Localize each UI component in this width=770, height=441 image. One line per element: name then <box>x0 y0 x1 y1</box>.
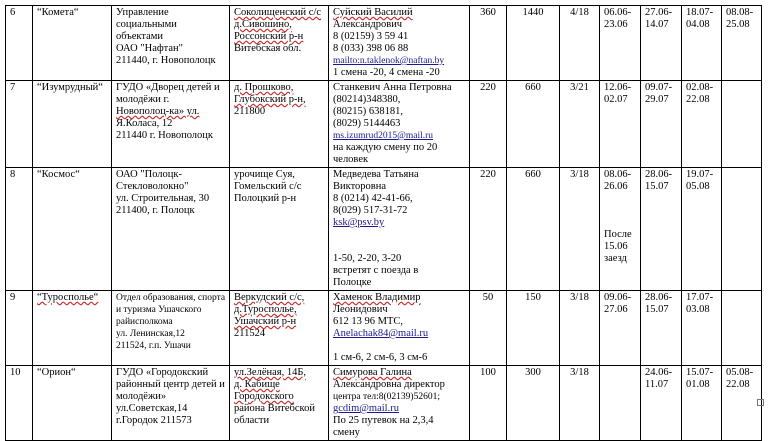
shift-1-cell: 09.06-27.06 <box>600 291 641 366</box>
location-line: Гомельский с/с <box>234 181 302 192</box>
location-line: 211800 <box>234 106 266 117</box>
location-line: 211524 <box>234 328 266 339</box>
org-line: 211440, г. Новополоцк <box>116 55 216 66</box>
organization-cell <box>112 291 230 366</box>
shift-note: заезд <box>604 253 627 264</box>
contact-line: встретят с поезда в <box>333 265 419 276</box>
row-number: 8 <box>6 168 33 291</box>
location-cell <box>230 81 329 168</box>
shift-1-cell: 06.06-23.06 <box>600 6 641 81</box>
capacity-cell: 50 <box>470 291 507 366</box>
total-cell: 660 <box>507 81 560 168</box>
camps-table <box>5 5 762 441</box>
contact-line: (8029) 5144463 <box>333 118 401 129</box>
contact-line: По 25 путевок на 2,3,4 <box>333 415 434 426</box>
shift-4-cell <box>722 168 762 291</box>
org-line: 211400, г. Полоцк <box>116 205 195 216</box>
table-row <box>6 291 762 366</box>
contact-line: Симурова Галина <box>333 367 412 378</box>
org-line: ОАО "Нафтан" <box>116 43 183 54</box>
camp-name: “Орион“ <box>33 366 112 441</box>
shift-2-cell: 09.07-29.07 <box>641 81 682 168</box>
org-line: ул. Ленинская,12 <box>116 329 185 339</box>
table-row <box>6 6 762 81</box>
total-cell: 660 <box>507 168 560 291</box>
contact-line: Суйский Василий <box>333 7 413 18</box>
org-line: 211524, г.п. Ушачи <box>116 341 191 351</box>
camp-name: “Изумрудный“ <box>33 81 112 168</box>
contact-line: 612 13 96 МТС, <box>333 316 404 327</box>
location-line: д.Туросполье, <box>234 304 297 315</box>
table-resize-handle[interactable] <box>757 399 764 406</box>
shift-1-cell: 12.06-02.07 <box>600 81 641 168</box>
row-number: 7 <box>6 81 33 168</box>
contact-line: (80215) 638181, <box>333 106 403 117</box>
location-cell <box>230 6 329 81</box>
contact-line: Александрович <box>333 19 403 30</box>
organization-cell <box>112 168 230 291</box>
contact-cell <box>329 81 470 168</box>
location-line: Витебская обл. <box>234 43 302 54</box>
contact-cell <box>329 168 470 291</box>
location-line: урочище Суя, <box>234 169 295 180</box>
camp-name: “Космос“ <box>33 168 112 291</box>
location-line: Веркудский с/с, <box>234 292 305 303</box>
org-line: социальными <box>116 19 177 30</box>
contact-line: Леонидович <box>333 304 388 315</box>
org-line: молодёжи» <box>116 391 167 402</box>
shift-4-cell <box>722 291 762 366</box>
shift-3-cell: 15.07-01.08 <box>682 366 722 441</box>
shift-1-cell <box>600 366 641 441</box>
camp-name-text: “Туросполье“ <box>37 292 99 303</box>
age-cell: 3/18 <box>560 291 600 366</box>
email-link[interactable]: gcdim@mail.ru <box>333 403 399 414</box>
org-line: ул.Советская,14 <box>116 403 188 414</box>
contact-line: Медведева Татьяна <box>333 169 419 180</box>
org-line: 211440 г. Новополоцк <box>116 130 214 141</box>
location-line: д.Сивошино, <box>234 19 292 30</box>
blank-gap <box>333 229 465 253</box>
contact-cell <box>329 366 470 441</box>
org-line: ОАО "Полоцк- <box>116 169 183 180</box>
shift-4-cell: 05.08-22.08 <box>722 366 762 441</box>
location-line: Ушачский р-н <box>234 316 297 327</box>
location-line: области <box>234 415 270 426</box>
contact-line: 1-50, 2-20, 3-20 <box>333 253 402 264</box>
contact-line: Станкевич Анна Петровна <box>333 82 452 93</box>
shift-2-cell: 28.06-15.07 <box>641 291 682 366</box>
capacity-cell: 220 <box>470 81 507 168</box>
contact-line: Александровна директор <box>333 379 445 390</box>
email-link[interactable]: Anelachak84@mail.ru <box>333 328 429 339</box>
organization-cell <box>112 366 230 441</box>
contact-line: (80214)348380, <box>333 94 401 105</box>
table-row <box>6 168 762 291</box>
capacity-cell: 100 <box>470 366 507 441</box>
org-line: Отдел образования, спорта <box>116 293 226 303</box>
shift-dates: 08.06-26.06 <box>604 169 632 192</box>
shift-3-cell: 18.07-04.08 <box>682 6 722 81</box>
blank-gap <box>604 193 636 229</box>
org-line: ул. Строительная, 30 <box>116 193 210 204</box>
row-number: 10 <box>6 366 33 441</box>
shift-3-cell: 19.07-05.08 <box>682 168 722 291</box>
shift-1-cell <box>600 168 641 291</box>
contact-line: 8 (033) 398 06 88 <box>333 43 409 54</box>
org-line: г.Городок 211573 <box>116 415 192 426</box>
age-cell: 3/18 <box>560 168 600 291</box>
age-cell: 3/21 <box>560 81 600 168</box>
total-cell: 1440 <box>507 6 560 81</box>
org-line: молодёжи г. <box>116 94 170 105</box>
location-line: ул.Зелёная, 14Б, <box>234 367 306 378</box>
location-line: Полоцкий р-н <box>234 193 297 204</box>
contact-line: Викторовна <box>333 181 387 192</box>
contact-cell <box>329 6 470 81</box>
location-cell <box>230 291 329 366</box>
table-row <box>6 366 762 441</box>
camp-name <box>33 291 112 366</box>
contact-line: 8 (02159) 3 59 41 <box>333 31 409 42</box>
org-line: ГУДО «Дворец детей и <box>116 82 220 93</box>
contact-line: 8 (0214) 42-41-66, <box>333 193 413 204</box>
location-line: района Витебской <box>234 403 315 414</box>
contact-line: 1 смена -20, 4 смена -20 <box>333 67 440 78</box>
shift-note: 15.06 <box>604 241 628 252</box>
org-line <box>116 367 225 379</box>
capacity-cell: 220 <box>470 168 507 291</box>
shift-4-cell <box>722 81 762 168</box>
shift-2-cell: 27.06-14.07 <box>641 6 682 81</box>
location-line: Соколищенский с/с <box>234 7 322 18</box>
location-cell <box>230 366 329 441</box>
shift-3-cell: 17.07-03.08 <box>682 291 722 366</box>
org-line-text: ГУДО «Городокский <box>116 367 209 378</box>
org-line: Стекловолокно" <box>116 181 189 192</box>
total-cell: 150 <box>507 291 560 366</box>
row-number: 6 <box>6 6 33 81</box>
shift-2-cell: 28.06-15.07 <box>641 168 682 291</box>
org-line: Управление <box>116 7 169 18</box>
shift-2-cell: 24.06-11.07 <box>641 366 682 441</box>
contact-line: на каждую смену по 20 <box>333 142 438 153</box>
shift-4-cell: 08.08-25.08 <box>722 6 762 81</box>
age-cell: 3/18 <box>560 366 600 441</box>
org-line: и туризма Ушачского <box>116 305 202 315</box>
location-line: Городокского <box>234 391 294 402</box>
org-line: районный центр детей и <box>116 379 225 390</box>
shift-note: После <box>604 229 632 240</box>
contact-line: 8(029) 517-31-72 <box>333 205 408 216</box>
org-line: райисполкома <box>116 317 173 327</box>
blank-gap <box>333 340 465 352</box>
shift-3-cell: 02.08-22.08 <box>682 81 722 168</box>
location-line: д. Кабище <box>234 379 280 390</box>
contact-line: Полоцке <box>333 277 372 288</box>
camp-name: “Комета“ <box>33 6 112 81</box>
email-link[interactable]: ksk@psv.by <box>333 217 385 228</box>
contact-line: 1 см-6, 2 см-6, 3 см-6 <box>333 352 428 363</box>
contact-line: смену <box>333 427 360 438</box>
location-cell <box>230 168 329 291</box>
contact-line: Хаменок Владимир <box>333 292 421 303</box>
contact-line: центра тел:8(02139)52601; <box>333 392 440 402</box>
row-number: 9 <box>6 291 33 366</box>
table-row <box>6 81 762 168</box>
location-line: д. Прошково, <box>234 82 294 93</box>
email-link[interactable]: ms.izumrud2015@mail.ru <box>333 131 434 141</box>
org-line: Я.Коласа, 12 <box>116 118 173 129</box>
email-link[interactable]: mailto:n.taklenok@naftan.by <box>333 56 445 66</box>
age-cell: 4/18 <box>560 6 600 81</box>
capacity-cell: 360 <box>470 6 507 81</box>
total-cell: 300 <box>507 366 560 441</box>
contact-line: человек <box>333 154 369 165</box>
org-line: Новополоц-ка» ул. <box>116 106 200 117</box>
organization-cell <box>112 81 230 168</box>
organization-cell <box>112 6 230 81</box>
contact-cell <box>329 291 470 366</box>
location-line: Россонский р-н <box>234 31 304 42</box>
location-line: Глубокский р-н, <box>234 94 306 105</box>
org-line: объектами <box>116 31 164 42</box>
